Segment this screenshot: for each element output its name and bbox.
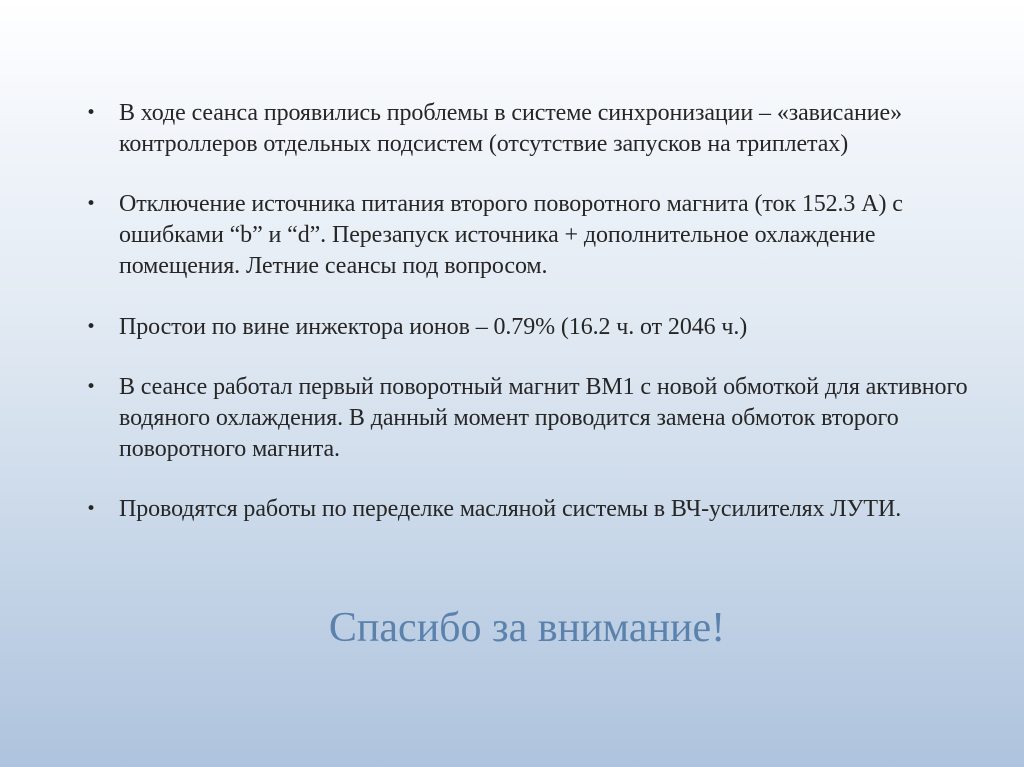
bullet-marker: • <box>86 194 96 214</box>
bullet-text: В сеансе работал первый поворотный магнит ВМ1 с новой обмоткой для активного водяного охлаждения. В данный момент проводится замена обмоток второго поворотного магнита. <box>119 374 968 462</box>
bullet-item <box>86 372 986 465</box>
bullet-item <box>86 494 986 525</box>
bullet-list <box>86 98 986 525</box>
bullet-item <box>86 189 986 282</box>
bullet-marker: • <box>86 103 96 123</box>
bullet-marker: • <box>86 377 96 397</box>
bullet-item <box>86 312 986 343</box>
bullet-item <box>86 98 986 160</box>
bullet-text: Отключение источника питания второго поворотного магнита (ток 152.3 А) с ошибками “b” и “d”. Перезапуск источника + дополнительное охлаждение помещения. Летние сеансы под вопросом. <box>119 191 903 279</box>
bullet-marker: • <box>86 317 96 337</box>
bullet-text: Проводятся работы по переделке масляной системы в ВЧ-усилителях ЛУТИ. <box>119 496 902 522</box>
bullet-text: В ходе сеанса проявились проблемы в системе синхронизации – «зависание» контроллеров отдельных подсистем (отсутствие запусков на триплетах) <box>119 100 902 157</box>
bullet-marker: • <box>86 499 96 519</box>
closing-title: Спасибо за внимание! <box>328 605 726 651</box>
bullet-text: Простои по вине инжектора ионов – 0.79% (16.2 ч. от 2046 ч.) <box>119 314 748 340</box>
